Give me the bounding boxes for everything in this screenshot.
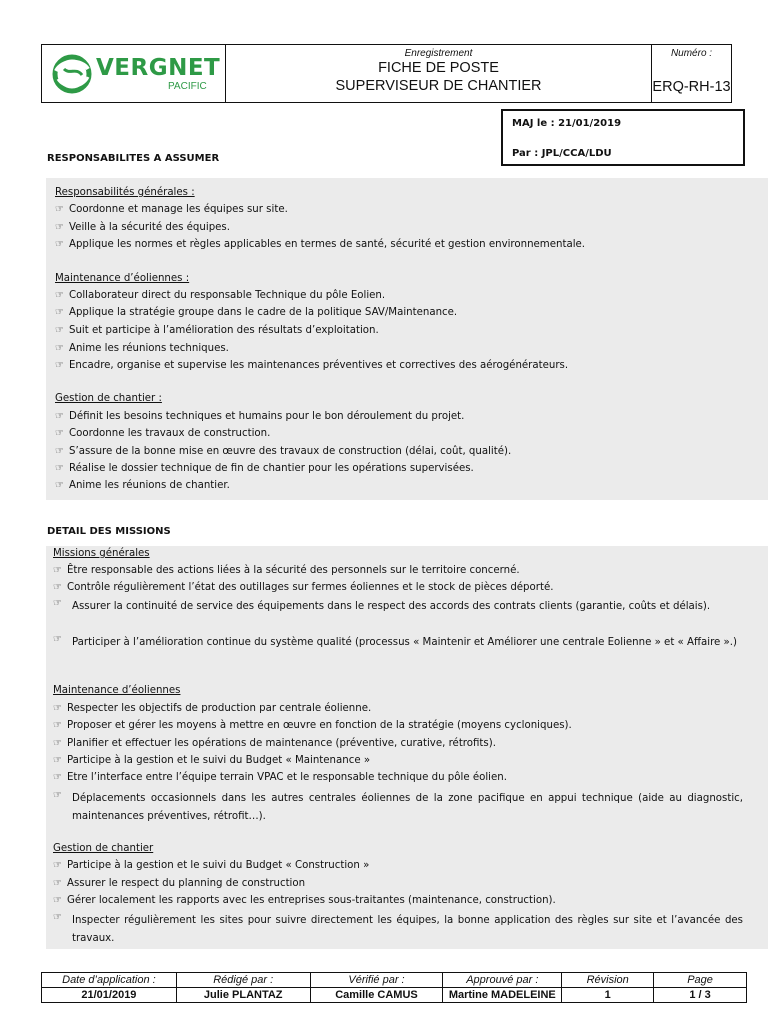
list-item: ☞ Applique les normes et règles applicables en termes de santé, sécurité et gestion environnementale.: [55, 239, 586, 250]
header-revision: Révision: [562, 973, 654, 988]
list-item: ☞ Planifier et effectuer les opérations de maintenance (préventive, curative, rétrofits).: [53, 738, 496, 749]
pointing-hand-icon: ☞: [53, 755, 62, 766]
update-date: MAJ le : 21/01/2019: [512, 118, 622, 129]
list-item: ☞ Coordonne et manage les équipes sur site.: [55, 204, 288, 215]
pointing-hand-icon: ☞: [53, 790, 62, 801]
header-date: Date d’application :: [42, 973, 177, 988]
number-label: Numéro :: [670, 48, 713, 59]
title-line-2: SUPERVISEUR DE CHANTIER: [335, 78, 542, 94]
pointing-hand-icon: ☞: [53, 878, 62, 889]
list-item: ☞ Encadre, organise et supervise les maintenances préventives et correctives des aérogénérateurs.: [55, 360, 569, 371]
pointing-hand-icon: ☞: [55, 307, 64, 318]
document-number-block: [652, 45, 731, 102]
group-heading: Maintenance d’éoliennes: [53, 685, 181, 696]
group-heading: Missions générales: [53, 548, 150, 559]
pointing-hand-icon: ☞: [53, 634, 62, 645]
company-logo: [42, 45, 226, 102]
list-item: ☞ Participer à l’amélioration continue du système qualité (processus « Maintenir et Améliorer une centrale Eolienne » et « Affaire ».): [53, 634, 738, 648]
group-heading: Gestion de chantier :: [55, 393, 162, 404]
title-line-1: FICHE DE POSTE: [378, 60, 499, 76]
list-item: ☞ Assurer la continuité de service des équipements dans le respect des accords des contrats clients (garantie, coûts et délais).: [53, 598, 711, 612]
pointing-hand-icon: ☞: [55, 463, 64, 474]
section-title-responsabilites: RESPONSABILITES A ASSUMER: [47, 153, 220, 164]
pointing-hand-icon: ☞: [55, 325, 64, 336]
list-item: ☞ Participe à la gestion et le suivi du Budget « Construction »: [53, 860, 370, 871]
header-page: Page: [654, 973, 747, 988]
group-heading: Gestion de chantier: [53, 843, 154, 854]
pointing-hand-icon: ☞: [55, 360, 64, 371]
list-item: ☞ S’assure de la bonne mise en œuvre des travaux de construction (délai, coût, qualité).: [55, 446, 512, 457]
list-item: ☞ Inspecter régulièrement les sites pour suivre directement les équipes, la bonne application des règles sur site et l’avancée des travaux.: [53, 912, 743, 944]
pointing-hand-icon: ☞: [55, 480, 64, 491]
value-page: 1 / 3: [654, 988, 747, 1003]
list-item: ☞ Coordonne les travaux de construction.: [55, 428, 271, 439]
list-item: ☞ Être responsable des actions liées à la sécurité des personnels sur le territoire concerné.: [53, 565, 520, 576]
list-item: ☞ Etre l’interface entre l’équipe terrain VPAC et le responsable technique du pôle éolien.: [53, 772, 507, 783]
logo-subtitle: PACIFIC: [168, 81, 207, 92]
record-type: Enregistrement: [404, 48, 473, 59]
section-panel-missions: [46, 546, 768, 949]
list-item: ☞ Assurer le respect du planning de construction: [53, 878, 306, 889]
pointing-hand-icon: ☞: [53, 772, 62, 783]
logo-brand: VERGNET: [96, 55, 221, 81]
list-item: ☞ Proposer et gérer les moyens à mettre en œuvre en fonction de la stratégie (moyens cycloniques).: [53, 720, 572, 731]
list-item: ☞ Réalise le dossier technique de fin de chantier pour les opérations supervisées.: [55, 463, 474, 474]
list-item: ☞ Respecter les objectifs de production par centrale éolienne.: [53, 703, 372, 714]
header-title-block: [226, 45, 652, 102]
pointing-hand-icon: ☞: [53, 703, 62, 714]
header-approver: Approuvé par :: [443, 973, 562, 988]
list-item: ☞ Applique la stratégie groupe dans le cadre de la politique SAV/Maintenance.: [55, 307, 458, 318]
list-item: ☞ Participe à la gestion et le suivi du Budget « Maintenance »: [53, 755, 371, 766]
pointing-hand-icon: ☞: [53, 895, 62, 906]
section-title-missions: DETAIL DES MISSIONS: [47, 526, 171, 537]
update-info-box: [501, 109, 745, 166]
list-item: ☞ Veille à la sécurité des équipes.: [55, 222, 230, 233]
table-header-row: [42, 973, 747, 988]
list-item: ☞ Anime les réunions de chantier.: [55, 480, 230, 491]
list-item: ☞ Anime les réunions techniques.: [55, 343, 229, 354]
value-revision: 1: [562, 988, 654, 1003]
pointing-hand-icon: ☞: [55, 222, 64, 233]
table-row: [42, 988, 747, 1003]
value-approver: Martine MADELEINE: [443, 988, 562, 1003]
pointing-hand-icon: ☞: [55, 411, 64, 422]
pointing-hand-icon: ☞: [55, 343, 64, 354]
value-verifier: Camille CAMUS: [310, 988, 443, 1003]
approval-table: [41, 972, 747, 1003]
section-panel-responsabilites: [46, 178, 768, 500]
group-heading: Responsabilités générales :: [55, 187, 195, 198]
value-date: 21/01/2019: [42, 988, 177, 1003]
header-author: Rédigé par :: [176, 973, 310, 988]
pointing-hand-icon: ☞: [53, 720, 62, 731]
pointing-hand-icon: ☞: [55, 446, 64, 457]
value-author: Julie PLANTAZ: [176, 988, 310, 1003]
pointing-hand-icon: ☞: [53, 912, 62, 923]
pointing-hand-icon: ☞: [55, 204, 64, 215]
pointing-hand-icon: ☞: [55, 428, 64, 439]
number-value: ERQ-RH-13: [652, 79, 731, 95]
list-item: ☞ Contrôle régulièrement l’état des outillages sur fermes éoliennes et le stock de pièces déporté.: [53, 582, 554, 593]
list-item: ☞ Gérer localement les rapports avec les entreprises sous-traitantes (maintenance, construction).: [53, 895, 556, 906]
pointing-hand-icon: ☞: [55, 290, 64, 301]
list-item: ☞ Collaborateur direct du responsable Technique du pôle Eolien.: [55, 290, 386, 301]
pointing-hand-icon: ☞: [53, 738, 62, 749]
pointing-hand-icon: ☞: [55, 239, 64, 250]
pointing-hand-icon: ☞: [53, 565, 62, 576]
list-item: ☞ Suit et participe à l’amélioration des résultats d’exploitation.: [55, 325, 379, 336]
update-authors: Par : JPL/CCA/LDU: [512, 148, 612, 159]
pointing-hand-icon: ☞: [53, 598, 62, 609]
document-header: [41, 44, 732, 103]
pointing-hand-icon: ☞: [53, 582, 62, 593]
header-verifier: Vérifié par :: [310, 973, 443, 988]
pointing-hand-icon: ☞: [53, 860, 62, 871]
list-item: ☞ Déplacements occasionnels dans les autres centrales éoliennes de la zone pacifique en appui technique (aide au diagnostic, maintenances préventives, rétrofit…).: [53, 790, 743, 822]
list-item: ☞ Définit les besoins techniques et humains pour le bon déroulement du projet.: [55, 411, 465, 422]
group-heading: Maintenance d’éoliennes :: [55, 273, 190, 284]
